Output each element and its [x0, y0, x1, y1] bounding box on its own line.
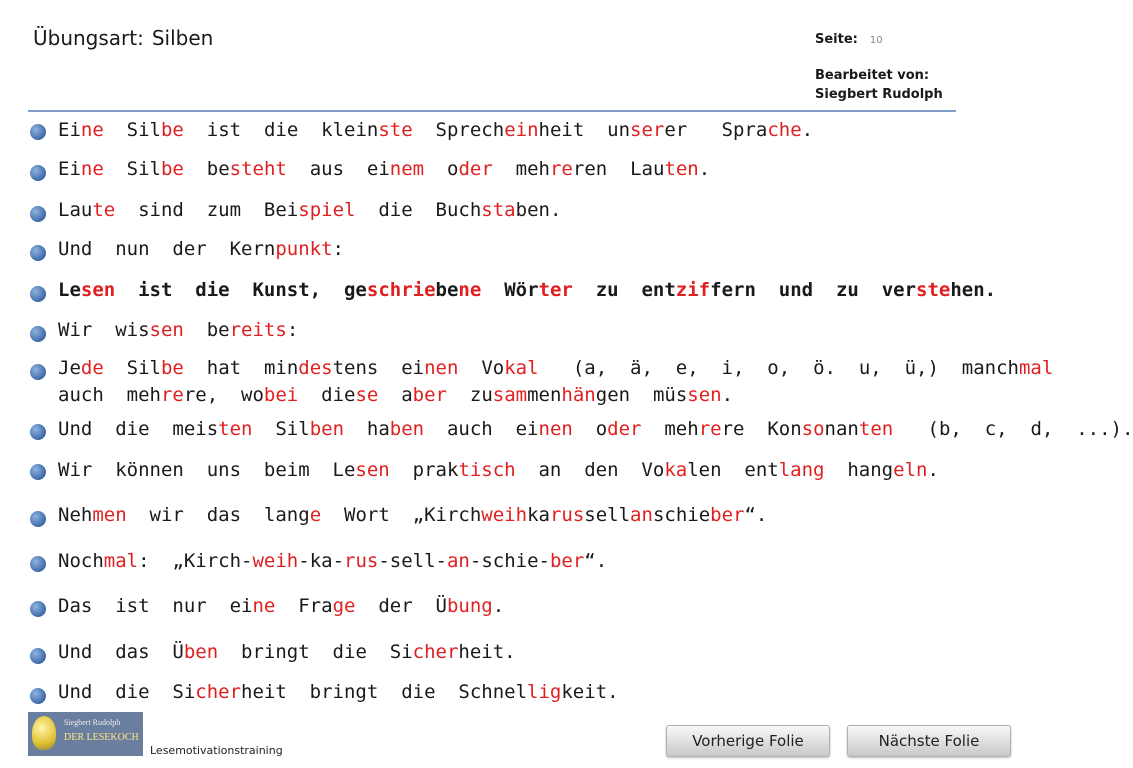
text-segment: .	[721, 384, 734, 406]
text-segment: hang	[824, 459, 894, 481]
text-line	[58, 355, 1053, 382]
text-segment: sind zum Bei	[115, 199, 299, 221]
syllable-highlight: ten	[858, 418, 894, 440]
text-segment: meh	[492, 158, 550, 180]
syllable-highlight: sta	[481, 199, 516, 221]
syllable-highlight: men	[92, 504, 127, 526]
bullet-icon	[30, 688, 46, 704]
text-segment: o	[572, 418, 608, 440]
bullet-icon	[30, 424, 46, 440]
bullet-icon	[30, 648, 46, 664]
bullet-icon	[30, 556, 46, 572]
header-divider	[28, 110, 956, 112]
syllable-highlight: nen	[424, 357, 459, 379]
text-segment: Lau	[58, 199, 93, 221]
syllable-highlight: sen	[80, 279, 116, 301]
text-segment: heit.	[458, 641, 516, 663]
text-segment: ist die Kunst, ge	[115, 279, 367, 301]
syllable-highlight: be	[160, 357, 184, 379]
page-number: 10	[869, 35, 883, 46]
next-slide-button[interactable]: Nächste Folie	[847, 725, 1011, 757]
syllable-highlight: der	[458, 158, 493, 180]
text-line	[58, 593, 504, 620]
bullet-icon	[30, 124, 46, 140]
syllable-highlight: weih	[252, 550, 299, 572]
syllable-highlight: ste	[378, 119, 413, 141]
lesekoch-logo	[28, 712, 143, 756]
text-segment: “.	[584, 550, 608, 572]
logo-author: Siegbert Rudolph	[64, 718, 121, 727]
syllable-highlight: de	[80, 357, 104, 379]
syllable-highlight: ben	[309, 418, 345, 440]
text-segment: wir das lang	[126, 504, 310, 526]
syllable-highlight: re	[160, 384, 184, 406]
text-segment: (a, ä, e, i, o, ö. u, ü,) manch	[538, 357, 1019, 379]
syllable-highlight: ser	[630, 119, 665, 141]
text-segment: Wör	[481, 279, 539, 301]
syllable-highlight: sam	[492, 384, 528, 406]
text-segment: Das ist nur ei	[58, 595, 253, 617]
syllable-highlight: ten	[664, 158, 699, 180]
syllable-highlight: kal	[504, 357, 539, 379]
bullet-icon	[30, 326, 46, 342]
text-segment: meh	[641, 418, 699, 440]
syllable-highlight: ber	[710, 504, 745, 526]
syllable-highlight: ste	[916, 279, 951, 301]
edited-by-name: Siegbert Rudolph	[815, 87, 943, 102]
text-segment: gen müs	[595, 384, 688, 406]
syllable-highlight: ge	[332, 595, 356, 617]
bullet-icon	[30, 165, 46, 181]
text-segment: len ent	[687, 459, 779, 481]
text-segment: :	[286, 319, 299, 341]
bullet-icon	[30, 511, 46, 527]
syllable-highlight: bung	[446, 595, 493, 617]
syllable-highlight: ten	[218, 418, 253, 440]
text-segment: Sil	[252, 418, 310, 440]
exercise-type-value: Silben	[151, 26, 214, 50]
syllable-highlight: ber	[412, 384, 447, 406]
text-segment: : „Kirch-	[138, 550, 253, 572]
syllable-highlight: re	[549, 158, 573, 180]
syllable-highlight: ne	[458, 279, 482, 301]
syllable-highlight: an	[446, 550, 470, 572]
syllable-highlight: re	[698, 418, 722, 440]
logo-brand: DER LESEKOCH	[64, 732, 139, 743]
text-line	[58, 679, 619, 706]
syllable-highlight: nem	[389, 158, 425, 180]
text-segment: be	[435, 279, 459, 301]
syllable-highlight: ber	[549, 550, 585, 572]
footer-label: Lesemotivationstraining	[150, 744, 283, 757]
text-segment: o	[424, 158, 459, 180]
text-line	[58, 277, 996, 304]
lightbulb-icon	[32, 716, 56, 750]
text-segment: auch meh	[58, 384, 161, 406]
text-segment: ben.	[515, 199, 562, 221]
text-segment: sell	[584, 504, 631, 526]
syllable-highlight: ka	[664, 459, 688, 481]
bullet-icon	[30, 364, 46, 380]
text-segment: Neh	[58, 504, 93, 526]
syllable-highlight: ben	[183, 641, 219, 663]
syllable-highlight: ein	[504, 119, 539, 141]
text-segment: .	[927, 459, 939, 481]
text-segment: hat min	[183, 357, 299, 379]
syllable-highlight: ter	[538, 279, 573, 301]
text-segment: .	[698, 158, 711, 180]
syllable-highlight: sen	[687, 384, 722, 406]
text-segment: auch ei	[424, 418, 539, 440]
previous-slide-button[interactable]: Vorherige Folie	[666, 725, 830, 757]
text-segment: er Spra	[664, 119, 768, 141]
header-title	[33, 26, 213, 50]
bullet-icon	[30, 286, 46, 302]
syllable-highlight: nen	[538, 418, 573, 440]
text-segment: -schie-	[469, 550, 550, 572]
text-segment: -ka-	[298, 550, 345, 572]
text-segment: Sil	[103, 357, 161, 379]
syllable-highlight: so	[801, 418, 825, 440]
text-line	[58, 502, 767, 529]
text-segment: :	[332, 238, 344, 260]
text-segment: die Buch	[355, 199, 482, 221]
exercise-type-label: Übungsart:	[33, 26, 144, 50]
syllable-highlight: e	[309, 504, 322, 526]
syllable-highlight: ne	[80, 158, 104, 180]
syllable-highlight: che	[767, 119, 802, 141]
text-segment: Fra	[275, 595, 333, 617]
text-segment: be	[183, 158, 230, 180]
text-segment: (b, c, d, ...).	[893, 418, 1133, 440]
text-segment: bringt die Si	[218, 641, 413, 663]
text-segment: a	[378, 384, 413, 406]
text-segment: ist die klein	[183, 119, 379, 141]
syllable-highlight: cher	[195, 681, 242, 703]
text-segment: keit.	[561, 681, 619, 703]
syllable-highlight: ben	[389, 418, 425, 440]
text-line	[58, 416, 1133, 443]
syllable-highlight: te	[92, 199, 116, 221]
text-segment: Noch	[58, 550, 104, 572]
text-line	[58, 639, 516, 666]
syllable-highlight: lig	[527, 681, 562, 703]
text-segment: Ei	[58, 158, 81, 180]
syllable-highlight: ne	[252, 595, 276, 617]
text-segment: Sil	[103, 119, 161, 141]
text-segment: ren Lau	[572, 158, 665, 180]
bullet-icon	[30, 245, 46, 261]
text-line	[58, 548, 607, 575]
text-line	[58, 236, 344, 263]
text-segment: Wir wis	[58, 319, 150, 341]
text-segment: Sil	[103, 158, 161, 180]
syllable-highlight: hän	[561, 384, 596, 406]
text-segment: re Kon	[721, 418, 802, 440]
text-segment: Und die Si	[58, 681, 196, 703]
syllable-highlight: sen	[149, 319, 184, 341]
text-segment: Vo	[458, 357, 505, 379]
text-segment: ka	[527, 504, 550, 526]
text-line	[58, 117, 813, 144]
syllable-highlight: se	[355, 384, 379, 406]
bullet-icon	[30, 206, 46, 222]
text-line	[58, 156, 710, 183]
syllable-highlight: der	[607, 418, 642, 440]
text-line	[58, 382, 733, 409]
text-segment: Je	[58, 357, 81, 379]
text-segment: -sell-	[378, 550, 447, 572]
text-segment: men	[527, 384, 562, 406]
page-label: Seite:	[815, 32, 858, 47]
text-segment: die	[298, 384, 356, 406]
syllable-highlight: tisch	[458, 459, 516, 481]
syllable-highlight: punkt	[275, 238, 333, 260]
syllable-highlight: lang	[778, 459, 825, 481]
text-segment: .	[801, 119, 814, 141]
text-segment: aus ei	[286, 158, 390, 180]
text-segment: nan	[824, 418, 859, 440]
text-segment: Und die meis	[58, 418, 219, 440]
text-segment: hen.	[950, 279, 997, 301]
text-segment: Ei	[58, 119, 81, 141]
syllable-highlight: be	[160, 119, 184, 141]
syllable-highlight: des	[298, 357, 333, 379]
syllable-highlight: eln	[893, 459, 928, 481]
text-line	[58, 197, 561, 224]
text-segment: heit un	[538, 119, 631, 141]
text-segment: re, wo	[183, 384, 264, 406]
bullet-icon	[30, 464, 46, 480]
syllable-highlight: an	[630, 504, 653, 526]
bullet-icon	[30, 601, 46, 617]
syllable-highlight: rus	[344, 550, 379, 572]
text-segment: heit bringt die Schnel	[241, 681, 528, 703]
syllable-highlight: rus	[549, 504, 585, 526]
text-segment: zu	[447, 384, 493, 406]
text-segment: an den Vo	[515, 459, 665, 481]
syllable-highlight: bei	[263, 384, 299, 406]
text-segment: Und das Ü	[58, 641, 184, 663]
syllable-highlight: mal	[103, 550, 139, 572]
syllable-highlight: steht	[229, 158, 287, 180]
text-segment: Wir können uns beim Le	[58, 459, 356, 481]
edited-by-label: Bearbeitet von:	[815, 68, 930, 83]
syllable-highlight: weih	[481, 504, 528, 526]
slide-meta	[815, 30, 943, 104]
syllable-highlight: cher	[412, 641, 459, 663]
text-segment: “.	[744, 504, 768, 526]
text-segment: Wort „Kirch	[321, 504, 482, 526]
text-segment: schie	[652, 504, 711, 526]
syllable-highlight: be	[160, 158, 184, 180]
syllable-highlight: schrie	[366, 279, 436, 301]
text-segment: prak	[389, 459, 459, 481]
syllable-highlight: reits	[229, 319, 287, 341]
text-segment: der Ü	[355, 595, 447, 617]
syllable-highlight: sen	[355, 459, 390, 481]
text-segment: Und nun der Kern	[58, 238, 276, 260]
text-segment: zu ent	[572, 279, 676, 301]
text-line	[58, 457, 939, 484]
syllable-highlight: ne	[80, 119, 104, 141]
text-segment: ha	[344, 418, 390, 440]
text-segment: Le	[58, 279, 81, 301]
text-segment: Sprech	[412, 119, 505, 141]
syllable-highlight: spiel	[298, 199, 356, 221]
text-line	[58, 317, 298, 344]
text-segment: tens ei	[332, 357, 425, 379]
syllable-highlight: mal	[1018, 357, 1054, 379]
text-segment: be	[183, 319, 230, 341]
text-segment: .	[492, 595, 505, 617]
text-segment: fern und zu ver	[710, 279, 917, 301]
syllable-highlight: zif	[675, 279, 711, 301]
